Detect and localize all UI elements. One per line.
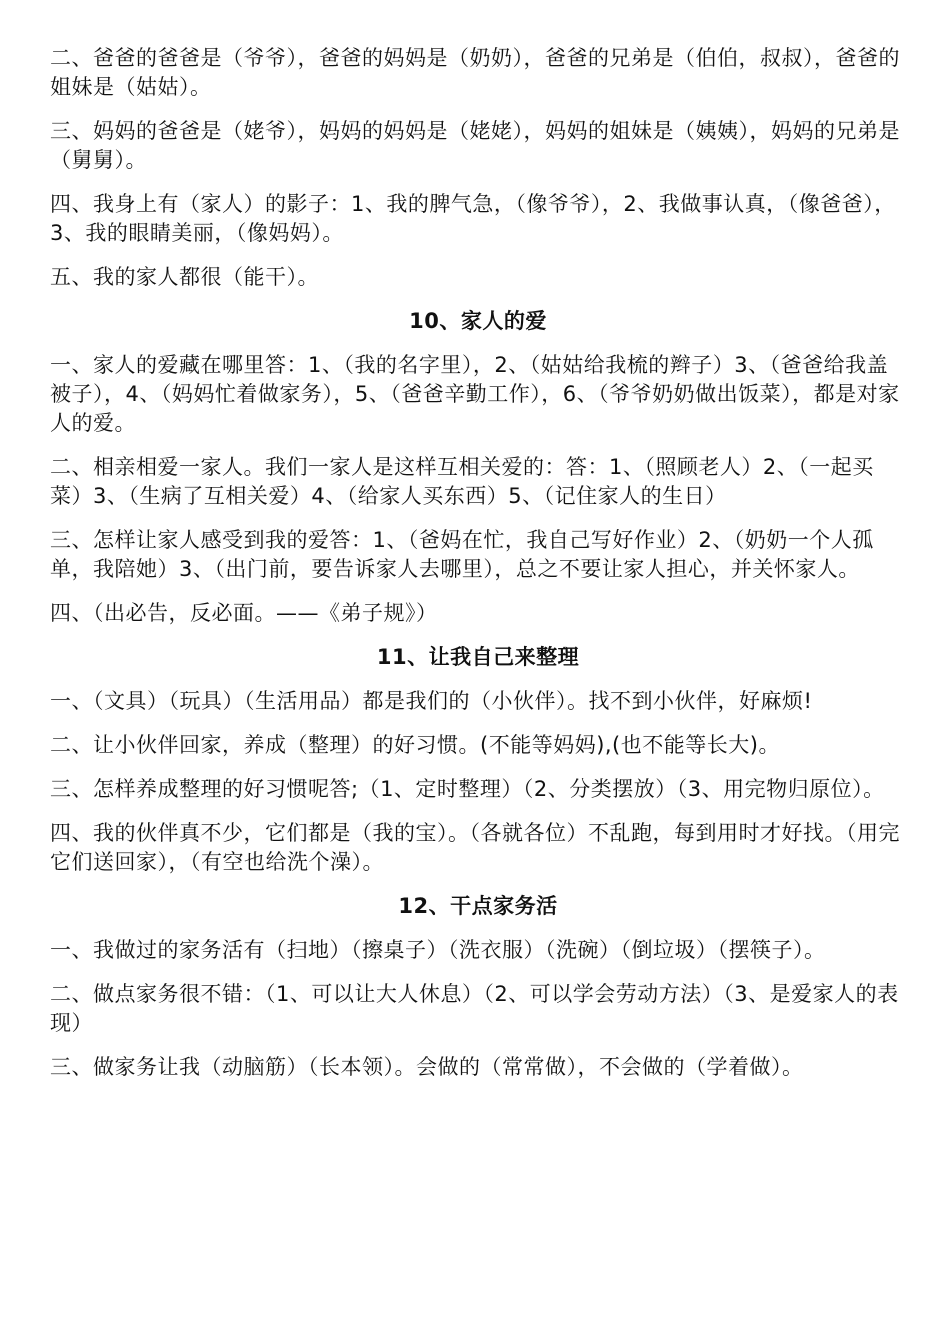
paragraph: 一、我做过的家务活有（扫地）（擦桌子）（洗衣服）（洗碗）（倒垃圾）（摆筷子）。: [50, 938, 826, 962]
paragraph: 三、怎样养成整理的好习惯呢答;（1、定时整理）（2、分类摆放）（3、用完物归原位）。: [50, 777, 885, 801]
paragraph: 一、（文具）（玩具）（生活用品）都是我们的（小伙伴）。找不到小伙伴，好麻烦!: [50, 689, 813, 713]
paragraph: 四、（出必告，反必面。——《弟子规》）: [50, 601, 438, 625]
section-10: [50, 307, 906, 628]
paragraph: 四、我的伙伴真不少，它们都是（我的宝）。（各就各位）不乱跑，每到用时才好找。（用完它们送回家），（有空也给洗个澡）。: [50, 821, 900, 874]
paragraph: 二、做点家务很不错：（1、可以让大人休息）（2、可以学会劳动方法）（3、是爱家人的表现）: [50, 982, 899, 1035]
section-heading: 12、干点家务活: [398, 894, 558, 918]
section-heading: 11、让我自己来整理: [376, 645, 580, 669]
paragraph: 二、相亲相爱一家人。我们一家人是这样互相关爱的：答：1、（照顾老人）2、（一起买菜）3、（生病了互相关爱）4、（给家人买东西）5、（记住家人的生日）: [50, 455, 874, 508]
paragraph: 五、我的家人都很（能干）。: [50, 265, 319, 289]
section-12: [50, 892, 906, 1082]
section-family-relations: [50, 44, 906, 292]
paragraph: 三、怎样让家人感受到我的爱答：1、（爸妈在忙，我自己写好作业）2、（奶奶一个人孤单，我陪她）3、（出门前，要告诉家人去哪里），总之不要让家人担心，并关怀家人。: [50, 528, 874, 581]
section-heading: 10、家人的爱: [409, 309, 547, 333]
paragraph: 二、让小伙伴回家，养成（整理）的好习惯。(不能等妈妈),(也不能等长大)。: [50, 733, 780, 757]
paragraph: 二、爸爸的爸爸是（爷爷），爸爸的妈妈是（奶奶），爸爸的兄弟是（伯伯，叔叔），爸爸的姐妹是（姑姑）。: [50, 46, 900, 99]
paragraph: 四、我身上有（家人）的影子：1、我的脾气急，（像爷爷），2、我做事认真，（像爸爸），3、我的眼睛美丽，（像妈妈）。: [50, 192, 896, 245]
paragraph: 三、妈妈的爸爸是（姥爷），妈妈的妈妈是（姥姥），妈妈的姐妹是（姨姨），妈妈的兄弟是（舅舅）。: [50, 119, 900, 172]
section-11: [50, 643, 906, 877]
paragraph: 一、家人的爱藏在哪里答：1、（我的名字里），2、（姑姑给我梳的辫子）3、（爸爸给我盖被子），4、（妈妈忙着做家务），5、（爸爸辛勤工作），6、（爷爷奶奶做出饭菜），都是对家人的爱。: [50, 353, 900, 435]
paragraph: 三、做家务让我（动脑筋）（长本领）。会做的（常常做），不会做的（学着做）。: [50, 1055, 804, 1079]
